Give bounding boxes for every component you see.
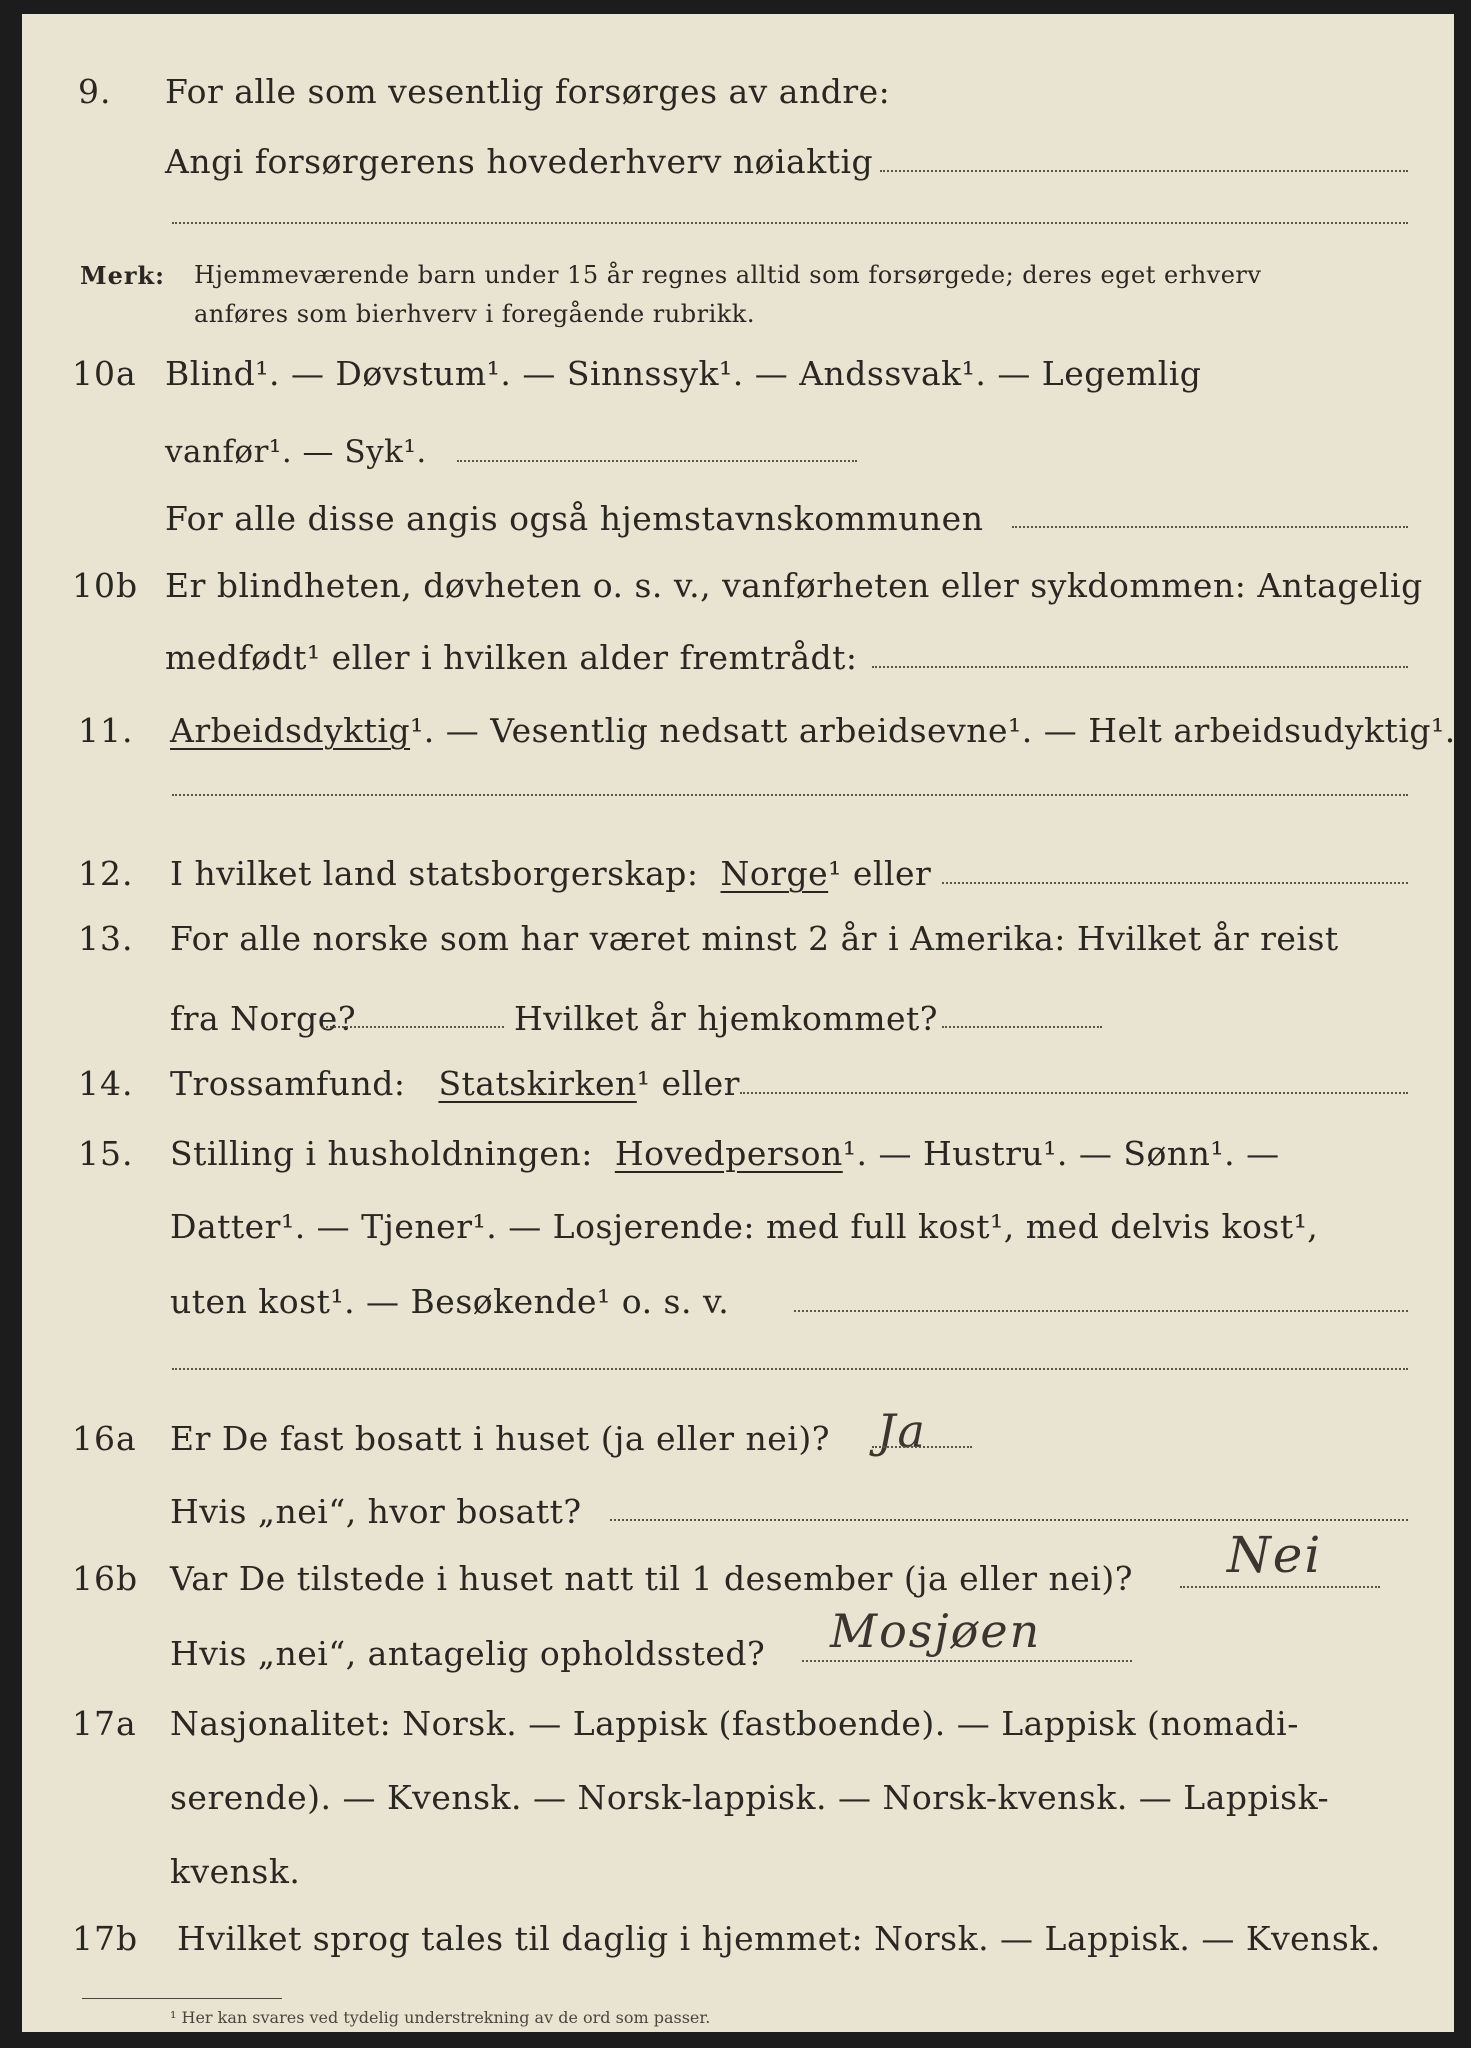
- q10a-line3: For alle disse angis også hjemstavnskommunen: [165, 499, 984, 538]
- q16b-handwritten-answer-1[interactable]: Nei: [1227, 1526, 1323, 1584]
- q10b-answer-line[interactable]: [872, 666, 1408, 668]
- q14-text: [170, 1064, 740, 1103]
- q12-text: [170, 854, 931, 893]
- q12-eller: ¹ eller: [828, 854, 932, 893]
- q16b-line1: Var De tilstede i huset natt til 1 desember (ja eller nei)?: [170, 1559, 1133, 1598]
- q10a-line2: vanfør¹. — Syk¹.: [165, 434, 427, 470]
- q15-line3: uten kost¹. — Besøkende¹ o. s. v.: [170, 1282, 730, 1321]
- q13-line2a: fra Norge?: [170, 999, 357, 1038]
- q15-answer-line[interactable]: [794, 1310, 1408, 1312]
- q10a-kommune-answer-line[interactable]: [1012, 526, 1408, 528]
- q12-norge-underlined[interactable]: Norge: [720, 854, 829, 893]
- q13-line2b: Hvilket år hjemkommet?: [514, 999, 938, 1038]
- q10b-line1: Er blindheten, døvheten o. s. v., vanførheten eller sykdommen: Antagelig: [165, 566, 1423, 605]
- q13-number: 13.: [78, 919, 134, 958]
- q16b-answer-line[interactable]: [1180, 1586, 1380, 1588]
- q16a-handwritten-answer[interactable]: Ja: [877, 1404, 927, 1458]
- q17b-number: 17b: [72, 1919, 139, 1958]
- q14-eller: ¹ eller: [636, 1064, 740, 1103]
- q12-question: I hvilket land statsborgerskap:: [170, 854, 699, 893]
- q16a-bosatt-answer-line[interactable]: [610, 1519, 1408, 1521]
- q11-text: [170, 711, 1456, 750]
- q17a-line1: Nasjonalitet: Norsk. — Lappisk (fastboende). — Lappisk (nomadi-: [170, 1704, 1299, 1743]
- q14-number: 14.: [78, 1064, 134, 1103]
- q9-answer-line[interactable]: [880, 170, 1408, 172]
- q11-number: 11.: [78, 711, 134, 750]
- q15-line1: [170, 1134, 1280, 1173]
- q16b-handwritten-answer-2[interactable]: Mosjøen: [830, 1604, 1042, 1658]
- q16b-number: 16b: [72, 1559, 139, 1598]
- merk-line1: Hjemmeværende barn under 15 år regnes alltid som forsørgede; deres eget erhverv: [194, 261, 1262, 289]
- q9-line1: For alle som vesentlig forsørges av andre:: [165, 72, 891, 111]
- q15-number: 15.: [78, 1134, 134, 1173]
- merk-label: Merk:: [80, 261, 165, 290]
- q15-question: Stilling i husholdningen:: [170, 1134, 593, 1173]
- q11-rest: ¹. — Vesentlig nedsatt arbeidsevne¹. — Helt arbeidsudyktig¹.: [410, 711, 1456, 750]
- footnote-text: ¹ Her kan svares ved tydelig understrekning av de ord som passer.: [170, 2008, 711, 2027]
- q15-rest: ¹. — Hustru¹. — Sønn¹. —: [842, 1134, 1280, 1173]
- q16a-number: 16a: [72, 1419, 137, 1458]
- q12-answer-line[interactable]: [942, 882, 1408, 884]
- q16a-line1: Er De fast bosatt i huset (ja eller nei)?: [170, 1419, 830, 1458]
- q14-answer-line[interactable]: [740, 1092, 1408, 1094]
- q11-arbeidsdyktig-underlined[interactable]: Arbeidsdyktig: [170, 711, 411, 750]
- q17a-number: 17a: [72, 1704, 137, 1743]
- q10a-syk-answer-line[interactable]: [457, 460, 857, 462]
- q16a-line2: Hvis „nei“, hvor bosatt?: [170, 1492, 582, 1531]
- q17a-line2: serende). — Kvensk. — Norsk-lappisk. — Norsk-kvensk. — Lappisk-: [170, 1778, 1330, 1817]
- q13-hjemkommet-answer-line[interactable]: [942, 1026, 1102, 1028]
- merk-line2: anføres som bierhverv i foregående rubrikk.: [194, 300, 755, 328]
- q10b-number: 10b: [72, 566, 139, 605]
- q9-answer-line-2[interactable]: [172, 222, 1408, 224]
- q10a-line1: Blind¹. — Døvstum¹. — Sinnssyk¹. — Andssvak¹. — Legemlig: [165, 354, 1202, 393]
- q17a-line3: kvensk.: [170, 1852, 301, 1891]
- q15-hovedperson-underlined[interactable]: Hovedperson: [614, 1134, 843, 1173]
- q13-reist-answer-line[interactable]: [322, 1026, 504, 1028]
- q10b-line2: medfødt¹ eller i hvilken alder fremtrådt:: [165, 638, 858, 677]
- q17b-line1: Hvilket sprog tales til daglig i hjemmet: Norsk. — Lappisk. — Kvensk.: [177, 1919, 1381, 1958]
- q11-answer-line[interactable]: [172, 794, 1408, 796]
- q16a-answer-line[interactable]: [872, 1446, 972, 1448]
- q16b-opholdssted-answer-line[interactable]: [802, 1660, 1132, 1662]
- q15-line2: Datter¹. — Tjener¹. — Losjerende: med full kost¹, med delvis kost¹,: [170, 1207, 1319, 1246]
- q10a-number: 10a: [72, 354, 137, 393]
- q9-line2: Angi forsørgerens hovederhverv nøiaktig: [165, 142, 874, 181]
- q13-line1: For alle norske som har været minst 2 år i Amerika: Hvilket år reist: [170, 919, 1339, 958]
- q16b-line2: Hvis „nei“, antagelig opholdssted?: [170, 1634, 766, 1673]
- q12-number: 12.: [78, 854, 134, 893]
- q14-statskirken-underlined[interactable]: Statskirken: [438, 1064, 637, 1103]
- q14-question: Trossamfund:: [170, 1064, 406, 1103]
- census-form-sheet: [22, 14, 1454, 2032]
- q9-number: 9.: [78, 72, 112, 111]
- q15-answer-line-2[interactable]: [172, 1368, 1408, 1370]
- footnote-rule: [82, 1998, 282, 1999]
